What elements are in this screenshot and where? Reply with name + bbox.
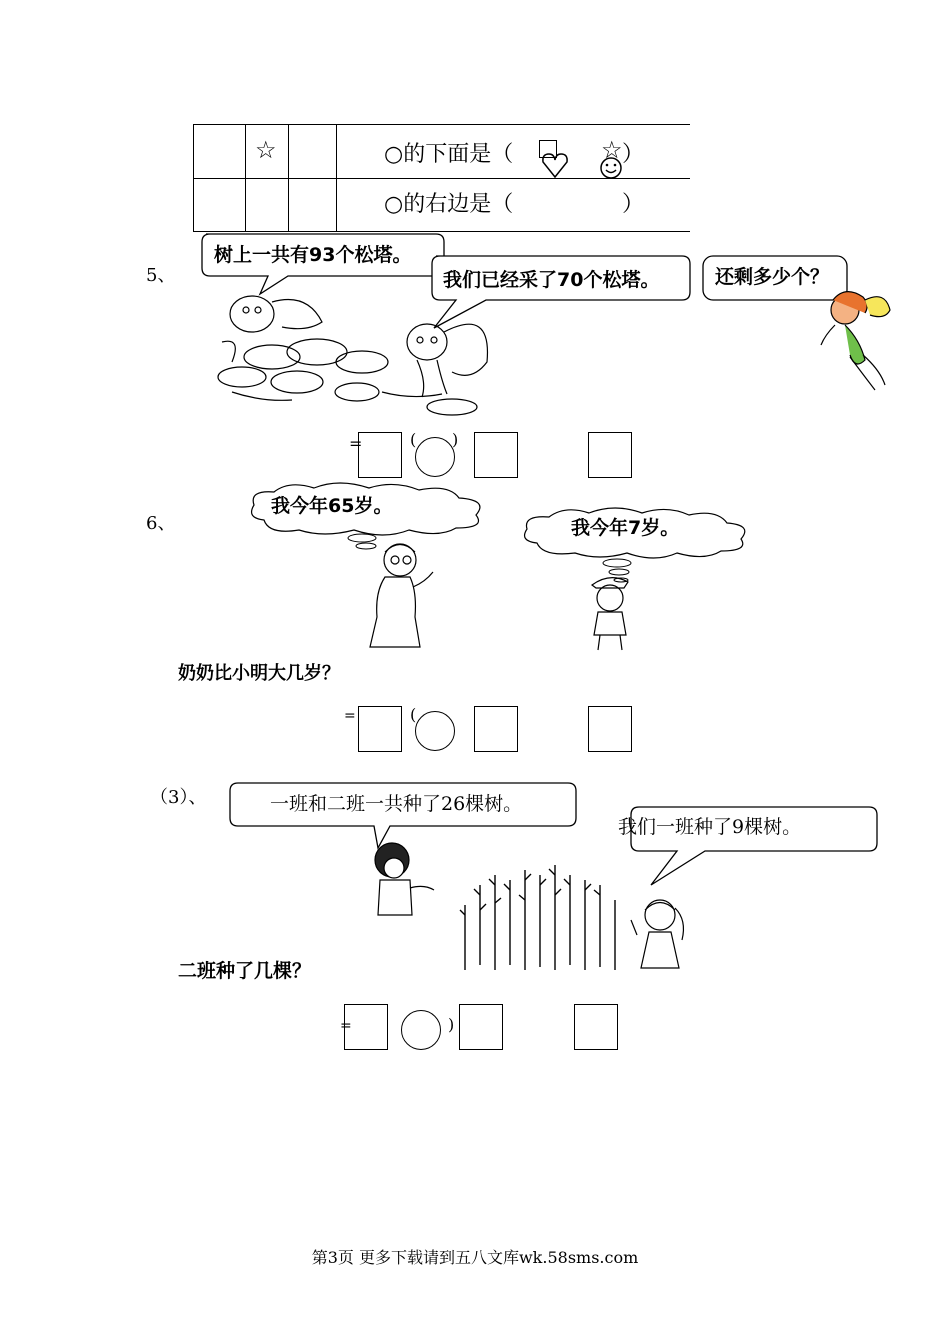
squirrels-illustration [212,282,532,422]
q6-bubble1-text: 我今年65岁。 [271,495,393,517]
answer-box[interactable] [474,432,518,478]
q5-bubble1-text: 树上一共有93个松塔。 [214,244,412,266]
boy-illustration [362,840,442,920]
smiley-icon [599,156,623,180]
trees-illustration [455,855,625,975]
q5-bubble2-text: 我们已经采了70个松塔。 [443,269,660,291]
q3-question: 二班种了几棵？ [178,960,312,982]
equals-sign: = [340,1018,352,1034]
operator-circle[interactable] [401,1010,441,1050]
answer-box[interactable] [588,432,632,478]
open-paren: ( [410,430,417,449]
boy-illustration [580,570,640,652]
operator-circle[interactable] [415,437,455,477]
open-paren: ( [410,705,417,724]
row1-question: ○的下面是（ [384,142,514,167]
q5-number: 5、 [146,265,176,286]
page-footer: 第3页 更多下载请到五八文库wk.58sms.com [311,1248,639,1267]
row2-question: ○的右边是（ [384,192,514,217]
heart-icon [540,150,570,180]
grandma-illustration [355,532,445,652]
q6-bubble2-text: 我今年7岁。 [571,517,680,539]
equals-sign: = [349,434,363,453]
q5-bubble3-text: 还剩多少个？ [715,266,830,288]
row2-close-paren: ） [622,192,645,217]
answer-box[interactable] [574,1004,618,1050]
answer-box[interactable] [474,706,518,752]
q3-bubble1-text: 一班和二班一共种了26棵树。 [270,793,523,815]
girl-illustration [627,890,697,975]
close-paren: ) [448,1015,455,1034]
q3-number: （3）、 [150,787,207,808]
answer-box[interactable] [459,1004,503,1050]
q6-question: 奶奶比小明大几岁？ [178,663,340,684]
close-paren: ) [452,430,459,449]
q6-number: 6、 [146,513,176,534]
answer-box[interactable] [358,706,402,752]
star-icon: ☆ [601,136,623,164]
equals-sign: = [344,708,356,724]
operator-circle[interactable] [415,711,455,751]
row1-close-paren: ） [622,142,645,167]
star-icon: ☆ [255,136,277,164]
q3-bubble2-text: 我们一班种了9棵树。 [618,816,802,838]
fairy-illustration [815,285,900,395]
answer-box[interactable] [588,706,632,752]
answer-box[interactable] [358,432,402,478]
answer-box[interactable] [344,1004,388,1050]
